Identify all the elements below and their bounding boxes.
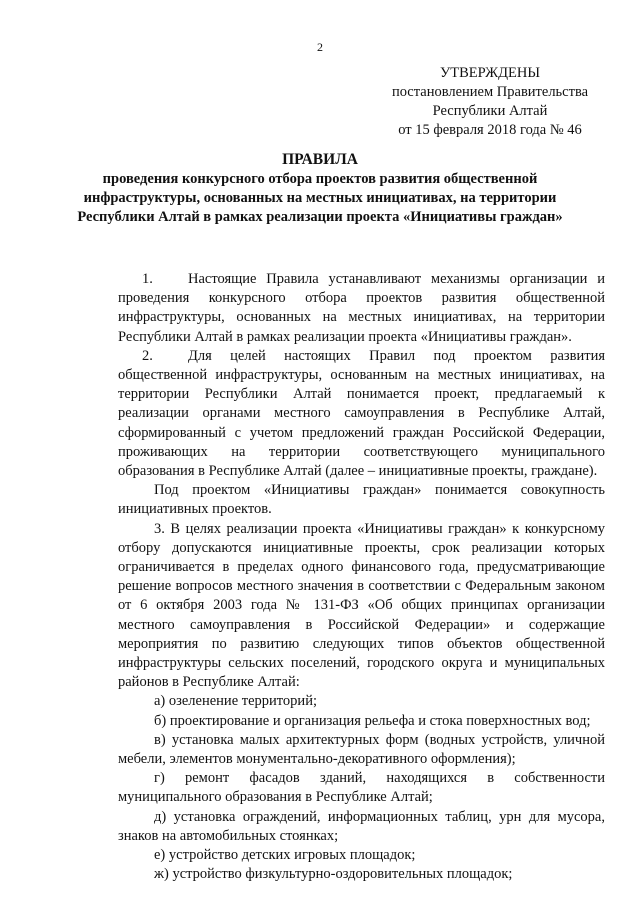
list-item: г) ремонт фасадов зданий, находящихся в собственности муниципального образования в Республике Алтай; — [118, 770, 605, 806]
paragraph-text: Настоящие Правила устанавливают механизмы организации и проведения конкурсного отбора проектов развития общественной инфраструктуры, основанных на местных инициативах, на территории Республики Алтай в рамках реализации проекта «Инициативы граждан». — [118, 271, 605, 345]
approval-line: Республики Алтай — [432, 103, 548, 119]
approval-line: постановлением Правительства — [391, 84, 589, 100]
list-item: б) проектирование и организация рельефа и стока поверхностных вод; — [154, 712, 591, 729]
paragraph-2 — [118, 347, 605, 481]
title-main: ПРАВИЛА — [282, 151, 358, 168]
document-title — [60, 150, 580, 227]
paragraph-3: 3. В целях реализации проекта «Инициативы граждан» к конкурсному отбору допускаются инициативные проекты, срок реализации которых ограничивается в пределах одного финансового года, предусматривающие решение вопросов местного значения в соответствии с Федеральным законом от 6 октября 2003 года № 131-ФЗ «Об общих принципах организации местного самоуправления в Российской Федерации» и содержащие мероприятия по развитию следующих типов объектов общественной инфраструктуры сельских поселений, городского округа и муниципальных районов в Республике Алтай: — [118, 520, 605, 691]
list-item: ж) устройство физкультурно-оздоровительных площадок; — [154, 866, 513, 883]
paragraph-2-continuation: Под проектом «Инициативы граждан» понимается совокупность инициативных проектов. — [118, 482, 605, 518]
list-item: а) озеленение территорий; — [154, 693, 317, 710]
approval-heading: УТВЕРЖДЕНЫ — [439, 65, 541, 81]
paragraph-number: 2. — [142, 347, 153, 364]
list-item: д) установка ограждений, информационных таблиц, урн для мусора, знаков на автомобильных стоянках; — [118, 808, 605, 844]
approval-stamp — [372, 64, 608, 140]
document-body — [118, 270, 605, 885]
paragraph-1 — [118, 270, 605, 347]
title-subtitle: проведения конкурсного отбора проектов развития общественной инфраструктуры, основанных на местных инициативах, на территории Республики Алтай в рамках реализации проекта «Инициативы граждан» — [77, 171, 563, 225]
approval-date: от 15 февраля 2018 года № 46 — [398, 122, 582, 138]
page-number: 2 — [317, 40, 323, 54]
list-item: в) установка малых архитектурных форм (водных устройств, уличной мебели, элементов монументально-декоративного оформления); — [118, 731, 605, 768]
list-item: е) устройство детских игровых площадок; — [154, 847, 416, 864]
paragraph-text: Для целей настоящих Правил под проектом развития общественной инфраструктуры, основанным на местных инициативах, на территории Республики Алтай понимается проект, предлагаемый к реализации органами местного самоуправления в Республике Алтай, сформированный с учетом предложений граждан Российской Федерации, проживающих на территории соответствующего муниципального образования в Республике Алтай (далее – инициативные проекты, граждане). — [118, 347, 605, 480]
paragraph-number: 1. — [142, 271, 153, 287]
